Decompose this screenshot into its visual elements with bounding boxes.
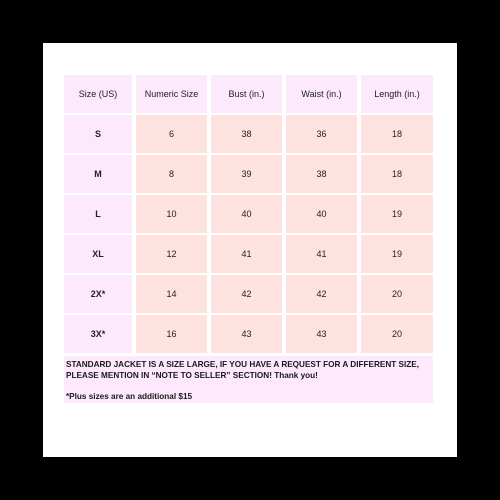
- waist-cell: 36: [286, 115, 357, 153]
- header-waist: Waist (in.): [286, 75, 357, 113]
- bust-cell: 42: [211, 275, 282, 313]
- size-cell: 3X*: [64, 315, 132, 353]
- numeric-size-cell: 10: [136, 195, 207, 233]
- size-chart-table: [64, 75, 433, 353]
- waist-cell: 41: [286, 235, 357, 273]
- length-cell: 18: [361, 155, 433, 193]
- bust-cell: 40: [211, 195, 282, 233]
- length-cell: 20: [361, 315, 433, 353]
- size-cell: XL: [64, 235, 132, 273]
- length-cell: 20: [361, 275, 433, 313]
- waist-cell: 38: [286, 155, 357, 193]
- size-cell: S: [64, 115, 132, 153]
- size-cell: L: [64, 195, 132, 233]
- bust-cell: 41: [211, 235, 282, 273]
- size-cell: M: [64, 155, 132, 193]
- numeric-size-cell: 8: [136, 155, 207, 193]
- length-cell: 19: [361, 235, 433, 273]
- size-chart-card: [43, 43, 457, 457]
- size-note: [64, 356, 433, 403]
- numeric-size-cell: 6: [136, 115, 207, 153]
- waist-cell: 40: [286, 195, 357, 233]
- bust-cell: 38: [211, 115, 282, 153]
- waist-cell: 42: [286, 275, 357, 313]
- numeric-size-cell: 14: [136, 275, 207, 313]
- plus-sizes-note: *Plus sizes are an additional $15: [66, 392, 193, 401]
- header-bust: Bust (in.): [211, 75, 282, 113]
- header-length: Length (in.): [361, 75, 433, 113]
- bust-cell: 39: [211, 155, 282, 193]
- length-cell: 18: [361, 115, 433, 153]
- numeric-size-cell: 12: [136, 235, 207, 273]
- header-size-us: Size (US): [64, 75, 132, 113]
- size-cell: 2X*: [64, 275, 132, 313]
- header-numeric-size: Numeric Size: [136, 75, 207, 113]
- standard-jacket-note-line1: STANDARD JACKET IS A SIZE LARGE, IF YOU HAVE A REQUEST FOR A DIFFERENT SIZE,: [66, 360, 419, 369]
- bust-cell: 43: [211, 315, 282, 353]
- numeric-size-cell: 16: [136, 315, 207, 353]
- waist-cell: 43: [286, 315, 357, 353]
- standard-jacket-note-line2: PLEASE MENTION IN “NOTE TO SELLER” SECTION! Thank you!: [66, 370, 318, 380]
- length-cell: 19: [361, 195, 433, 233]
